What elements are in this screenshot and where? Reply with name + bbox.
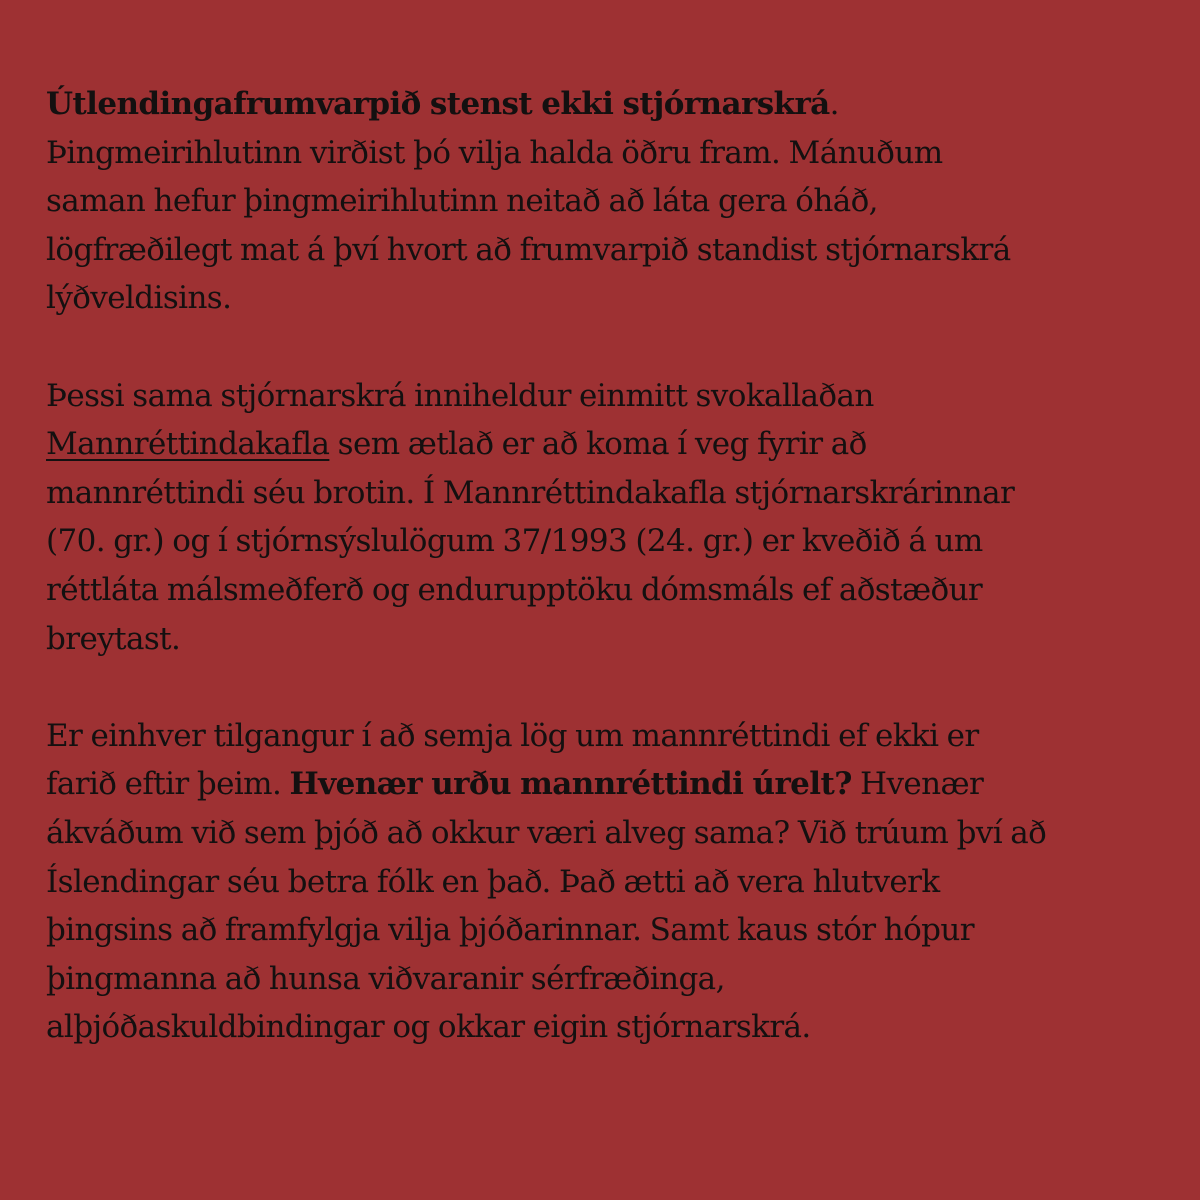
paragraph-3-line-4: Íslendingar séu betra fólk en það. Það ætti að vera hlutverk: [46, 863, 940, 900]
article-text: [46, 80, 1156, 1052]
paragraph-1: [46, 80, 1156, 323]
headline-period: .: [829, 86, 839, 122]
paragraph-3-line-7: alþjóðaskuldbindingar og okkar eigin stjórnarskrá.: [46, 1009, 811, 1046]
paragraph-3-line-1: Er einhver tilgangur í að semja lög um mannréttindi ef ekki er: [46, 717, 979, 754]
paragraph-2-line-4: (70. gr.) og í stjórnsýslulögum 37/1993 (24. gr.) er kveðið á um: [46, 523, 983, 560]
headline-bold: Útlendingafrumvarpið stenst ekki stjórnarskrá: [46, 86, 830, 122]
paragraph-2-line-6: breytast.: [46, 620, 181, 657]
paragraph-3-line-5: þingsins að framfylgja vilja þjóðarinnar. Samt kaus stór hópur: [46, 912, 974, 949]
paragraph-2-line-1: Þessi sama stjórnarskrá inniheldur einmitt svokallaðan: [46, 377, 874, 414]
paragraph-3-line-3: ákváðum við sem þjóð að okkur væri alveg sama? Við trúum því að: [46, 814, 1047, 851]
paragraph-1-line-2: Þingmeirihlutinn virðist þó vilja halda öðru fram. Mánuðum: [46, 134, 943, 171]
paragraph-2-line-2-rest: sem ætlað er að koma í veg fyrir að: [329, 426, 867, 463]
rhetorical-question-bold: Hvenær urðu mannréttindi úrelt?: [289, 766, 852, 803]
paragraph-1-line-4: lögfræðilegt mat á því hvort að frumvarpið standist stjórnarskrá: [46, 231, 1011, 268]
paragraph-1-line-1: [46, 80, 1156, 129]
mannrettindakafli-link[interactable]: Mannréttindakafla: [46, 426, 330, 463]
paragraph-3-line-6: þingmanna að hunsa viðvaranir sérfræðinga,: [46, 960, 725, 997]
paragraph-2-line-5: réttláta málsmeðferð og endurupptöku dómsmáls ef aðstæður: [46, 571, 983, 608]
paragraph-1-line-5: lýðveldisins.: [46, 280, 232, 317]
paragraph-3-line-2-post: Hvenær: [851, 766, 984, 803]
paragraph-2: [46, 372, 1156, 664]
paragraph-1-line-3: saman hefur þingmeirihlutinn neitað að láta gera óháð,: [46, 183, 878, 220]
paragraph-2-line-3: mannréttindi séu brotin. Í Mannréttindakafla stjórnarskrárinnar: [46, 474, 1015, 511]
paragraph-3-line-2-pre: farið eftir þeim.: [46, 766, 290, 803]
paragraph-3-line-2: [46, 760, 1156, 809]
paragraph-3: [46, 712, 1156, 1052]
paragraph-2-line-2: [46, 420, 1156, 469]
